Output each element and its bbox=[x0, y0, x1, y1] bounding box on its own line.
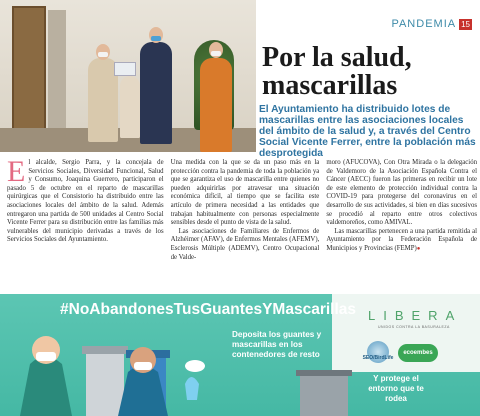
article-photo bbox=[0, 0, 256, 152]
column-3-paragraph-1: moro (AFUCOVA), Con Otra Mirada o la delegación de Valdemoro de la Asociación Española Contra el Cáncer (AECC) fueron las primeras en recibir un lote de este elemento de protección individual contra la COVID-19 para protegerse del coronavirus en el desarrollo de sus actividades, si bien en días sucesivos se procedió al reparto entre otros colectivos valdemoreños, como AMIVAL. bbox=[326, 159, 477, 227]
seo-birdlife-logo: SEO/BirdLife bbox=[367, 341, 389, 363]
column-1 bbox=[7, 159, 164, 294]
mask-icon bbox=[185, 360, 205, 372]
article-body bbox=[7, 159, 477, 294]
headline-line-1: Por la salud, bbox=[262, 42, 412, 73]
end-mark: ● bbox=[416, 245, 421, 252]
protect-message: Y protege el entorno que te rodea bbox=[368, 374, 424, 403]
column-3 bbox=[326, 159, 477, 294]
libera-logo-subtitle: UNIDOS CONTRA LA BASURALEZA bbox=[378, 325, 450, 329]
container-grey bbox=[300, 374, 348, 416]
column-2 bbox=[171, 159, 320, 294]
section-label bbox=[391, 18, 472, 30]
deposit-message: Deposita los guantes y mascarillas en los contenedores de resto bbox=[232, 330, 322, 359]
dropcap: E bbox=[7, 159, 26, 188]
bin-grey bbox=[86, 352, 124, 416]
headline bbox=[262, 44, 476, 100]
libera-logo: LIBERA bbox=[368, 308, 463, 323]
person-right-mask bbox=[134, 362, 152, 370]
column-2-paragraph-2: Las asociaciones de Familiares de Enfermos de Alzhéimer (AFAV), de Enfermos Mentales (AFEMV), Esclerosis Múltiple (ADEMV), Centro Ocupacional de Valde- bbox=[170, 227, 320, 261]
hashtag: #NoAbandonesTusGuantesYMascarillas bbox=[60, 301, 357, 318]
door bbox=[12, 6, 46, 136]
person-left-mask bbox=[36, 352, 56, 361]
column-1-text: l alcalde, Sergio Parra, y la concejala de Servicios Sociales, Diversidad Funcional, Salud y Consumo, Joaquina Guerrero, participaron el pasado 5 de octubre en el reparto de mascarillas quirúrgicas que el Consistorio ha distribuido entre las asociaciones locales del ámbito de la salud. Además entregaron una partida de 500 unidades al Centro Social Vicente Ferrer para su distribución entre las familias más vulnerables del municipio derivadas a través de los Servicios Sociales del Ayuntamiento. bbox=[7, 159, 164, 244]
column-2-paragraph-1: Una medida con la que se da un paso más en la protección contra la pandemia de toda la población ya que se garantiza el uso de mascarilla entre quienes no pueden adquirirlas por atravesar una situación económica difícil, al tiempo que se facilita este artículo de primera necesidad a las entidades que trabajan habitualmente con personas especialmente sensibles desde el punto de vista de la salud. bbox=[170, 159, 320, 227]
person-left-body bbox=[20, 357, 72, 416]
column-3-paragraph-2: Las mascarillas pertenecen a una partida remitida al Ayuntamiento por la Federación Española de Municipios y Provincias (FEMP) bbox=[326, 227, 477, 252]
page-number: 15 bbox=[461, 19, 470, 29]
ecoembes-logo: ecoembes bbox=[398, 344, 438, 362]
deck-subtitle: El Ayuntamiento ha distribuido lotes de mascarillas entre las asociaciones locales del ámbito de la salud y, a través del Centro Social Vicente Ferrer, entre la población más desprotegida bbox=[259, 104, 476, 159]
glove-icon bbox=[185, 377, 199, 400]
headline-line-2: mascarillas bbox=[262, 70, 398, 101]
section-name: PANDEMIA bbox=[391, 18, 457, 30]
